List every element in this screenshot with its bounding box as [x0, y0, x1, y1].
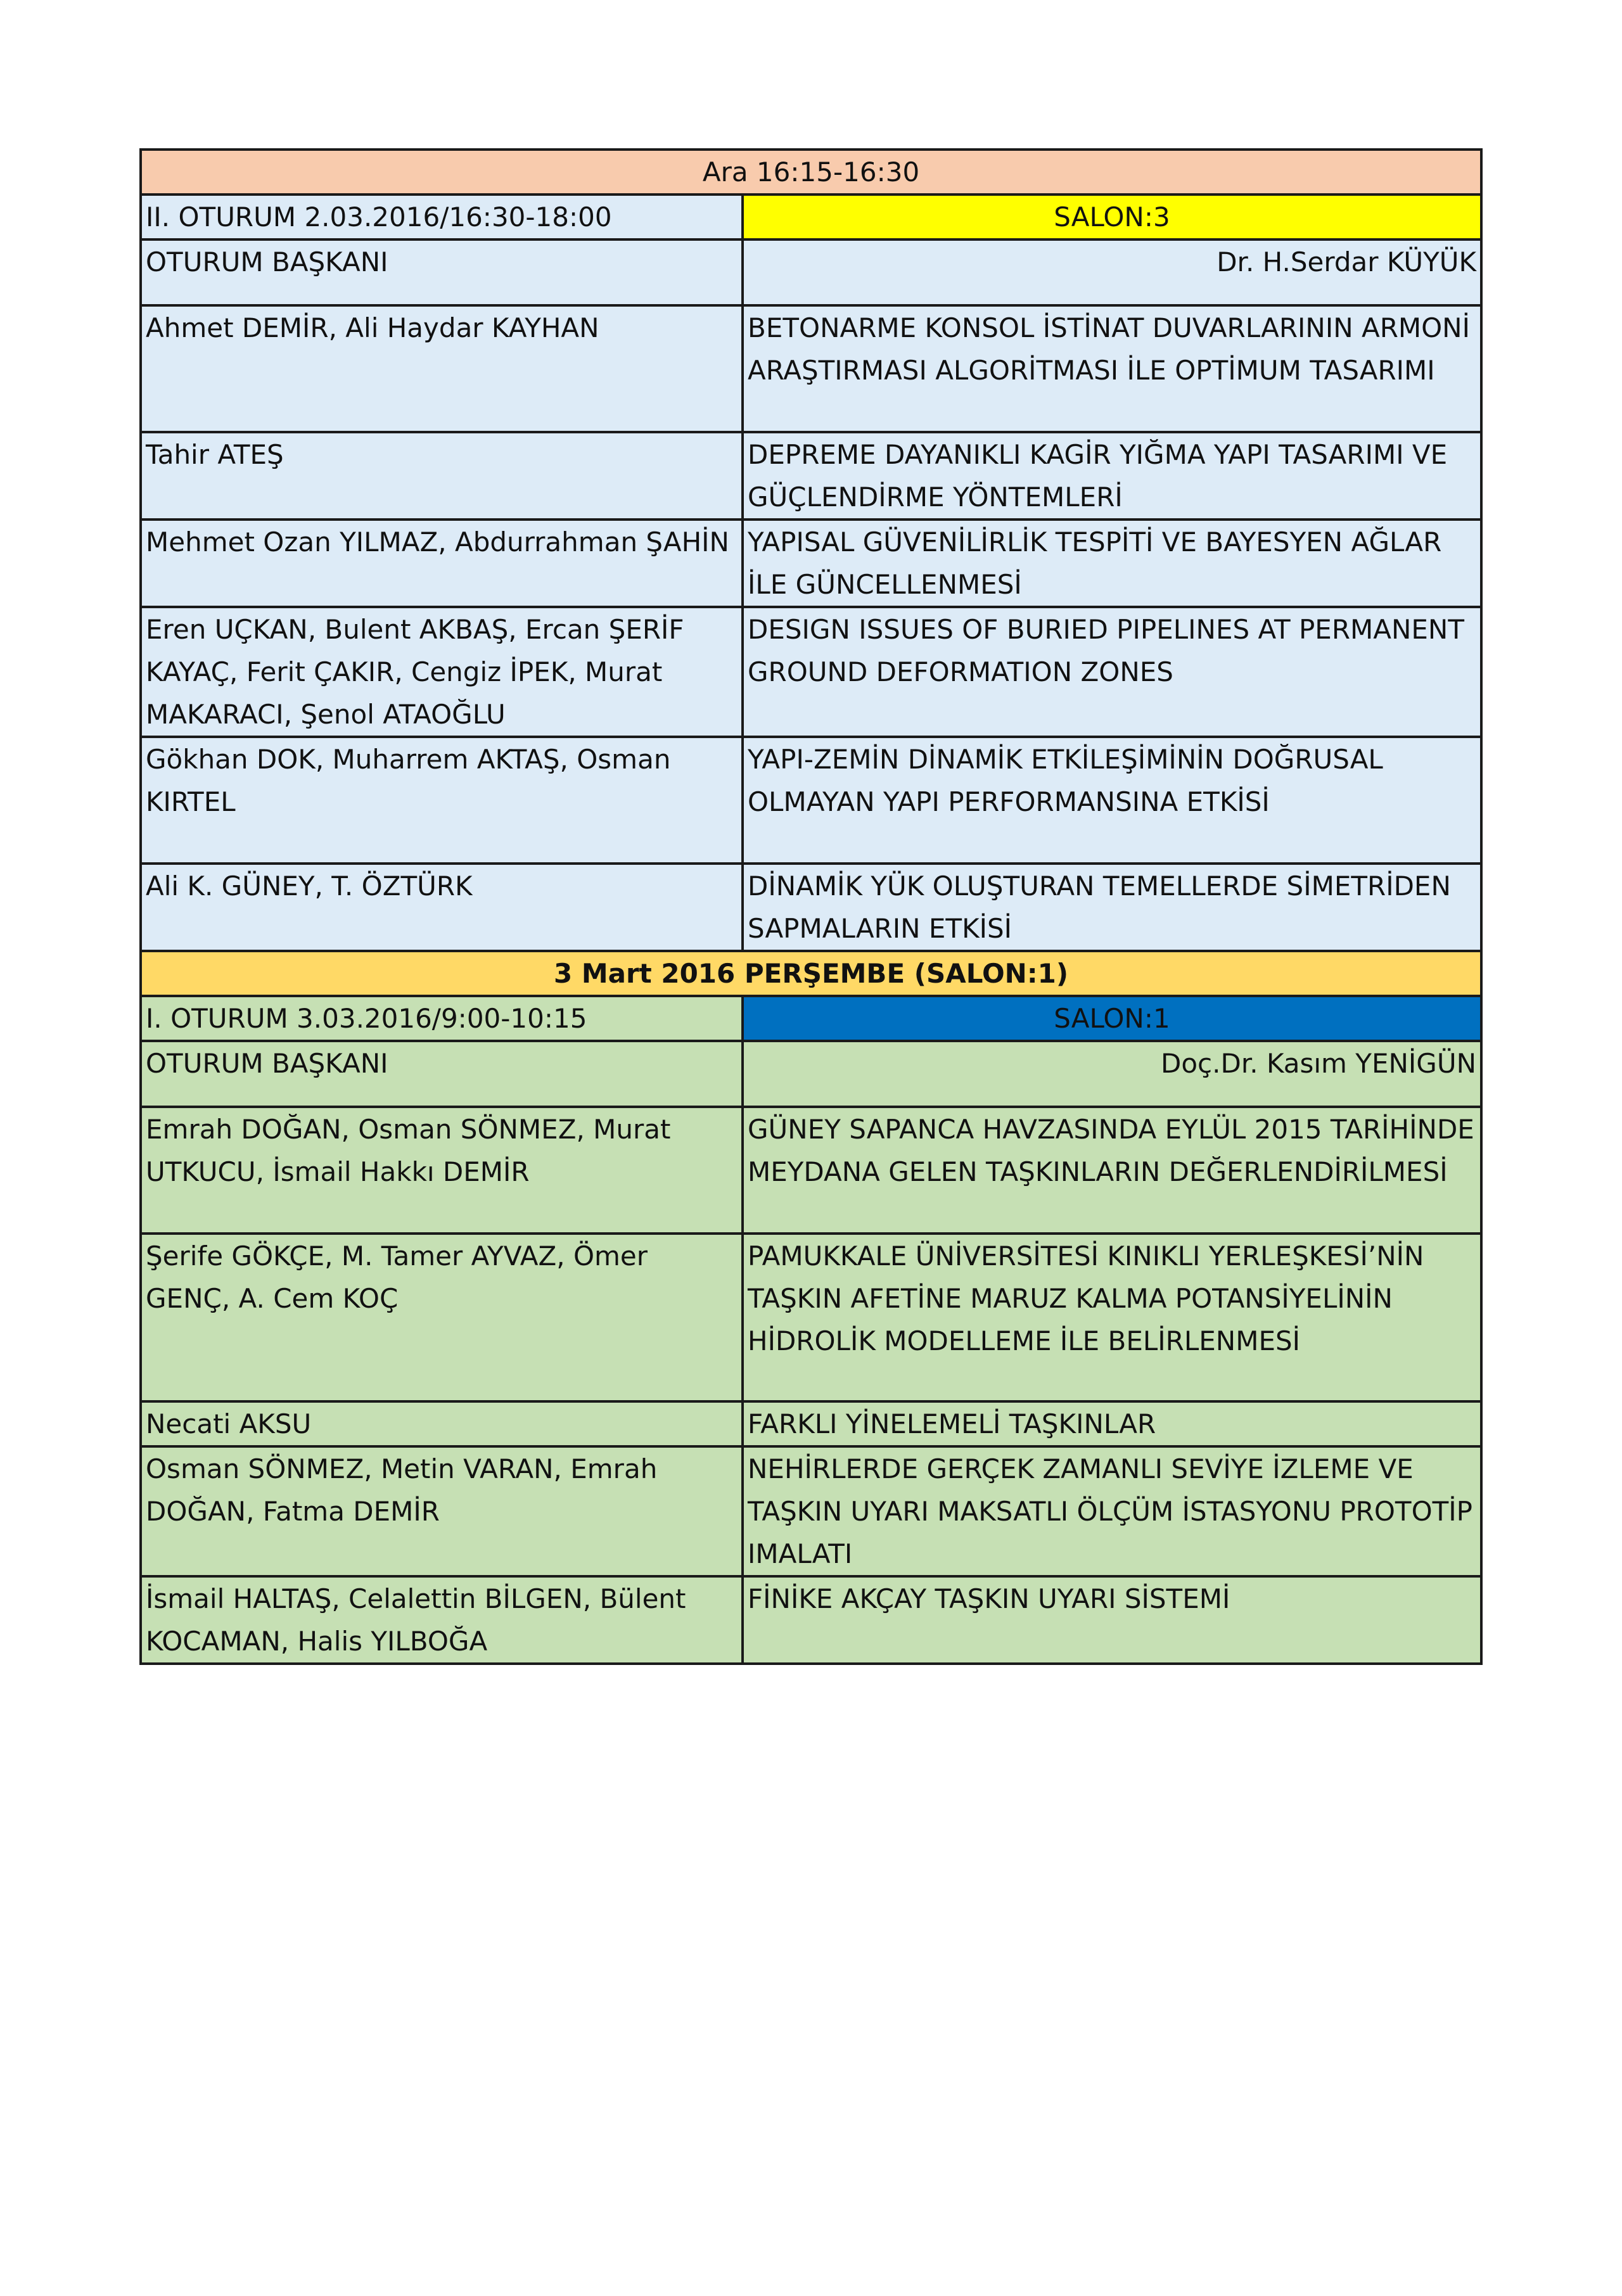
table-row [141, 1401, 1481, 1446]
table-row [141, 1576, 1481, 1664]
paper-title: BETONARME KONSOL İSTİNAT DUVARLARININ ARMONİ ARAŞTIRMASI ALGORİTMASI İLE OPTİMUM TASARIMI [743, 305, 1481, 432]
paper-authors: Eren UÇKAN, Bulent AKBAŞ, Ercan ŞERİF KAYAÇ, Ferit ÇAKIR, Cengiz İPEK, Murat MAKARACI, Şenol ATAOĞLU [141, 607, 743, 737]
paper-title: FİNİKE AKÇAY TAŞKIN UYARI SİSTEMİ [743, 1576, 1481, 1664]
session2-title: II. OTURUM 2.03.2016/16:30-18:00 [141, 195, 743, 239]
paper-authors: İsmail HALTAŞ, Celalettin BİLGEN, Bülent KOCAMAN, Halis YILBOĞA [141, 1576, 743, 1664]
session1-header-row [141, 996, 1481, 1041]
paper-title: FARKLI YİNELEMELİ TAŞKINLAR [743, 1401, 1481, 1446]
break-row [141, 150, 1481, 195]
paper-authors: Necati AKSU [141, 1401, 743, 1446]
paper-authors: Tahir ATEŞ [141, 432, 743, 520]
paper-title: DEPREME DAYANIKLI KAGİR YIĞMA YAPI TASARIMI VE GÜÇLENDİRME YÖNTEMLERİ [743, 432, 1481, 520]
table-row [141, 520, 1481, 607]
table-row [141, 607, 1481, 737]
paper-title: YAPI-ZEMİN DİNAMİK ETKİLEŞİMİNİN DOĞRUSAL OLMAYAN YAPI PERFORMANSINA ETKİSİ [743, 737, 1481, 864]
paper-title: PAMUKKALE ÜNİVERSİTESİ KINIKLI YERLEŞKESİ’NİN TAŞKIN AFETİNE MARUZ KALMA POTANSİYELİNİN HİDROLİK MODELLEME İLE BELİRLENMESİ [743, 1234, 1481, 1401]
paper-authors: Şerife GÖKÇE, M. Tamer AYVAZ, Ömer GENÇ, A. Cem KOÇ [141, 1234, 743, 1401]
paper-authors: Gökhan DOK, Muharrem AKTAŞ, Osman KIRTEL [141, 737, 743, 864]
table-row [141, 1446, 1481, 1576]
session1-chair-name: Doç.Dr. Kasım YENİGÜN [743, 1041, 1481, 1107]
schedule-table [139, 148, 1483, 1665]
session1-salon: SALON:1 [743, 996, 1481, 1041]
paper-title: YAPISAL GÜVENİLİRLİK TESPİTİ VE BAYESYEN AĞLAR İLE GÜNCELLENMESİ [743, 520, 1481, 607]
paper-title: GÜNEY SAPANCA HAVZASINDA EYLÜL 2015 TARİHİNDE MEYDANA GELEN TAŞKINLARIN DEĞERLENDİRİLMESİ [743, 1107, 1481, 1234]
table-row [141, 305, 1481, 432]
paper-title: DİNAMİK YÜK OLUŞTURAN TEMELLERDE SİMETRİDEN SAPMALARIN ETKİSİ [743, 864, 1481, 951]
session2-chair-row [141, 239, 1481, 305]
paper-authors: Mehmet Ozan YILMAZ, Abdurrahman ŞAHİN [141, 520, 743, 607]
session2-chair-name: Dr. H.Serdar KÜYÜK [743, 239, 1481, 305]
session2-chair-label: OTURUM BAŞKANI [141, 239, 743, 305]
day-header-row [141, 951, 1481, 996]
session1-chair-label: OTURUM BAŞKANI [141, 1041, 743, 1107]
table-row [141, 1234, 1481, 1401]
table-row [141, 432, 1481, 520]
session2-salon: SALON:3 [743, 195, 1481, 239]
table-row [141, 864, 1481, 951]
session1-title: I. OTURUM 3.03.2016/9:00-10:15 [141, 996, 743, 1041]
paper-authors: Osman SÖNMEZ, Metin VARAN, Emrah DOĞAN, Fatma DEMİR [141, 1446, 743, 1576]
paper-authors: Ali K. GÜNEY, T. ÖZTÜRK [141, 864, 743, 951]
session2-header-row [141, 195, 1481, 239]
paper-title: DESIGN ISSUES OF BURIED PIPELINES AT PERMANENT GROUND DEFORMATION ZONES [743, 607, 1481, 737]
paper-title: NEHİRLERDE GERÇEK ZAMANLI SEVİYE İZLEME VE TAŞKIN UYARI MAKSATLI ÖLÇÜM İSTASYONU PROTOTİP IMALATI [743, 1446, 1481, 1576]
paper-authors: Emrah DOĞAN, Osman SÖNMEZ, Murat UTKUCU, İsmail Hakkı DEMİR [141, 1107, 743, 1234]
session1-chair-row [141, 1041, 1481, 1107]
table-row [141, 737, 1481, 864]
table-row [141, 1107, 1481, 1234]
day-header: 3 Mart 2016 PERŞEMBE (SALON:1) [141, 951, 1481, 996]
break-label: Ara 16:15-16:30 [141, 150, 1481, 195]
paper-authors: Ahmet DEMİR, Ali Haydar KAYHAN [141, 305, 743, 432]
